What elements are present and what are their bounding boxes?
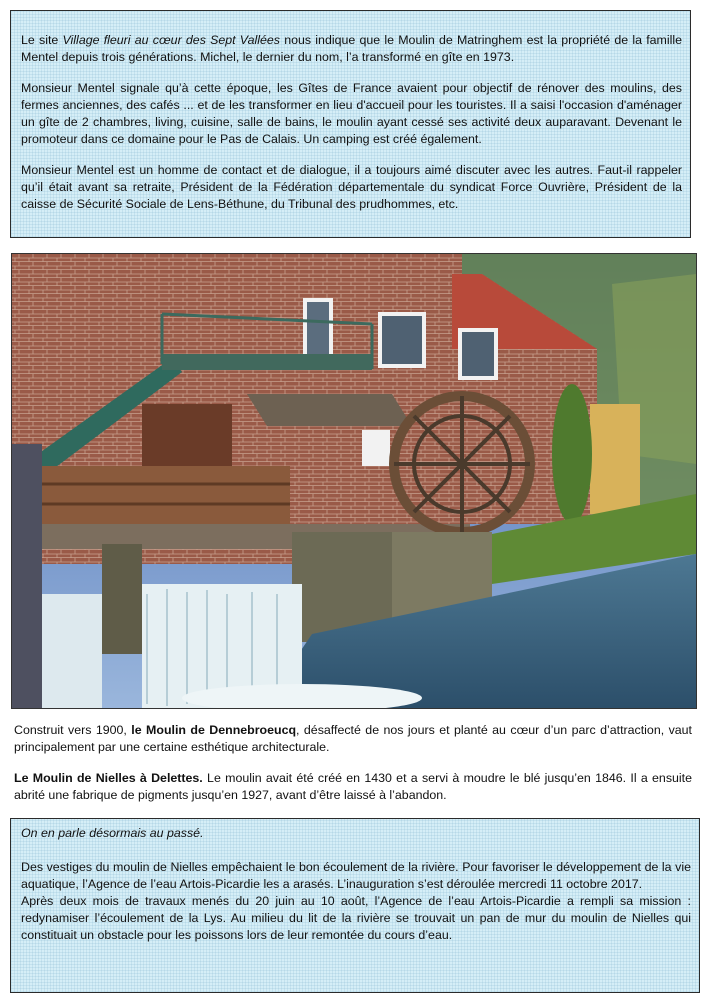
intro-line <box>21 825 691 842</box>
paragraph-dennebroeucq <box>14 722 692 756</box>
text-suffix: nous indique que le Moulin de Matringhem est la propriété de la famille Mentel depuis trois générations. Michel, le dernier du nom, l’a transformé en gîte en 1973. <box>21 33 682 64</box>
nielles-text-box <box>10 818 700 993</box>
paragraph-nielles <box>14 770 692 804</box>
watermill-photo <box>11 253 697 709</box>
mill-name: Le Moulin de Nielles à Delettes. <box>14 771 203 785</box>
paragraph-travaux: Après deux mois de travaux menés du 20 juin au 10 août, l’Agence de l’eau Artois-Picardie a rempli sa mission : redynamiser l’écoulement de la Lys. Au milieu du lit de la rivière se trouvait un pan de mur du moulin de Nielles qui constituait un obstacle pour les poissons lors de leur remontée du cours d’eau. <box>21 894 691 942</box>
intro-italic: On en parle désormais au passé. <box>21 826 204 840</box>
site-name: Village fleuri au cœur des Sept Vallées <box>62 33 280 47</box>
paragraph-mentel: Monsieur Mentel est un homme de contact et de dialogue, il a toujours aimé discuter avec les autres. Faut-il rappeler qu’il était avant sa retraite, Président de la Fédération départementale du syndicat Force Ouvrière, Président de la caisse de Sécurité Sociale de Lens-Béthune, du Tribunal des prudhommes, etc. <box>21 163 682 211</box>
text-prefix: Le site <box>21 33 63 47</box>
mill-name: le Moulin de Dennebroeucq <box>131 723 297 737</box>
text-suffix: , désaffecté de nos jours et planté au cœur d’un parc d’attraction, vaut principalement par une certaine esthétique architecturale. <box>14 723 693 754</box>
mill-descriptions <box>14 722 692 818</box>
text-prefix: Construit vers 1900, <box>14 723 132 737</box>
paragraph-gites: Monsieur Mentel signale qu’à cette époque, les Gîtes de France avaient pour objectif de rénover des moulins, des fermes anciennes, des cafés ... et de les transformer en lieu d'accueil pour les touristes. Il a saisi l'occasion d'aménager un gîte de 2 chambres, living, cuisine, salle de bains, le moulin ayant cessé ses activité deux auparavant. Devenant le promoteur dans ce domaine pour le Pas de Calais. Un camping est créé également. <box>21 81 682 146</box>
intro-text-box <box>10 10 691 238</box>
paragraph-vestiges: Des vestiges du moulin de Nielles empêchaient le bon écoulement de la rivière. Pour favoriser le développement de la vie aquatique, l’Agence de l’eau Artois-Picardie les a arasés. L’inauguration s’est déroulée mercredi 11 octobre 2017. <box>21 860 691 891</box>
paragraph-matringhem <box>21 32 682 66</box>
text-suffix: Le moulin avait été créé en 1430 et a servi à moudre le blé jusqu’en 1846. Il a ensuite abrité une fabrique de pigments jusqu’en 1927, avant d’être laissé à l’abandon. <box>14 771 692 802</box>
